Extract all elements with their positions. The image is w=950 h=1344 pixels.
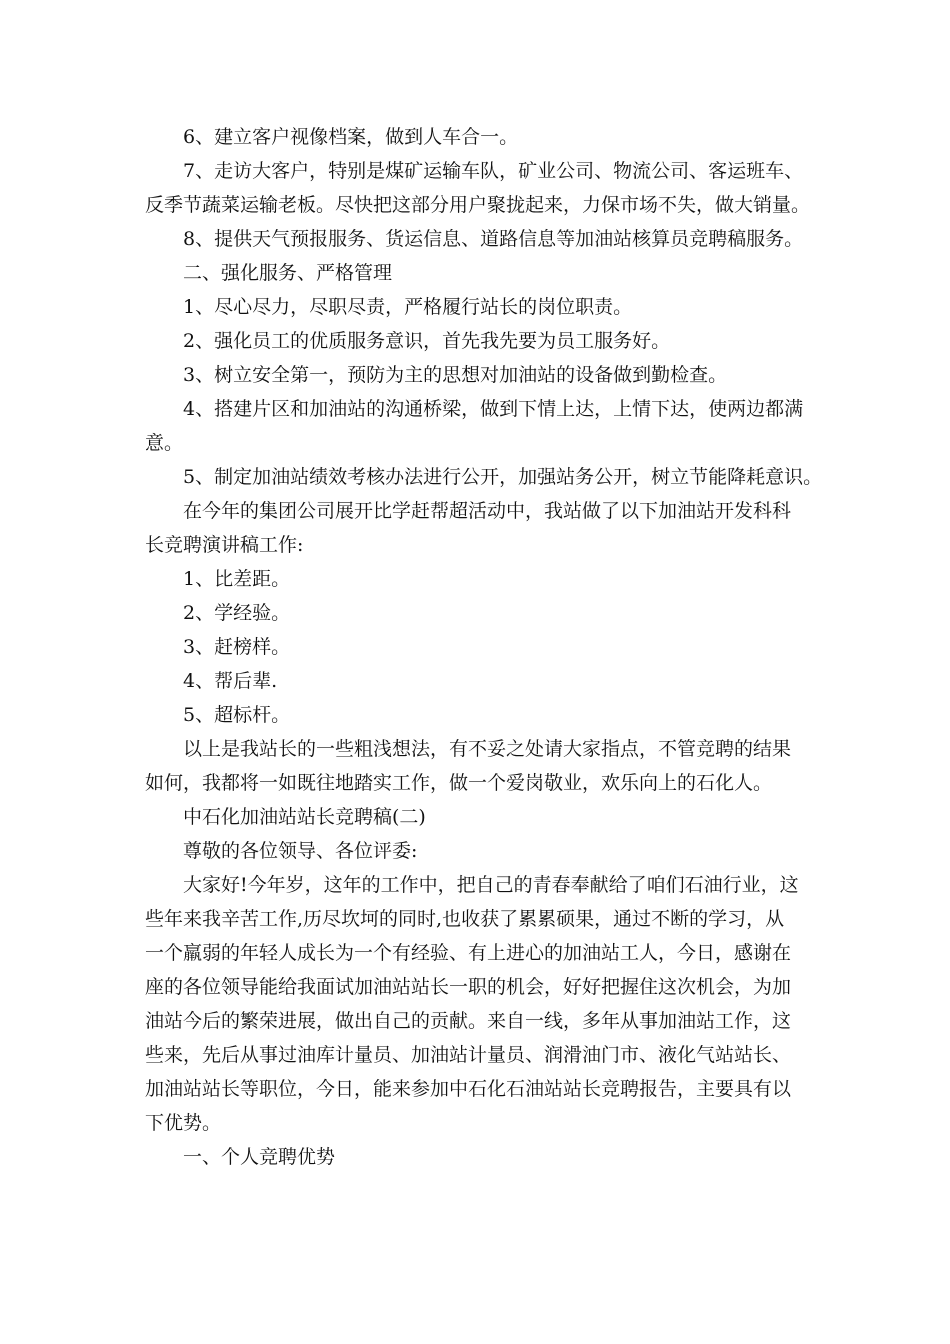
text-line: 些年来我辛苦工作,历尽坎坷的同时,也收获了累累硕果，通过不断的学习，从 [145, 908, 785, 930]
text-line: 座的各位领导能给我面试加油站站长一职的机会，好好把握住这次机会，为加 [145, 976, 792, 998]
text-line: 在今年的集团公司展开比学赶帮超活动中，我站做了以下加油站开发科科 [183, 500, 792, 522]
text-line: 加油站站长等职位，今日，能来参加中石化石油站站长竞聘报告，主要具有以 [145, 1078, 792, 1100]
list-item: 1、比差距。 [183, 568, 291, 590]
text-line: 油站今后的繁荣进展，做出自己的贡献。来自一线，多年从事加油站工作，这 [145, 1010, 792, 1032]
text-line: 3、树立安全第一，预防为主的思想对加油站的设备做到勤检查。 [183, 364, 728, 386]
salutation: 尊敬的各位领导、各位评委: [183, 840, 418, 862]
text-line: 4、搭建片区和加油站的沟通桥梁，做到下情上达，上情下达，使两边都满 [183, 398, 804, 420]
text-line: 2、强化员工的优质服务意识，首先我先要为员工服务好。 [183, 330, 671, 352]
text-line: 8、提供天气预报服务、货运信息、道路信息等加油站核算员竞聘稿服务。 [183, 228, 804, 250]
text-line: 反季节蔬菜运输老板。尽快把这部分用户聚拢起来，力保市场不失，做大销量。 [145, 194, 811, 216]
section-heading: 一、个人竞聘优势 [183, 1146, 336, 1168]
section-heading: 二、强化服务、严格管理 [183, 262, 393, 284]
text-line: 大家好!今年岁，这年的工作中，把自己的青春奉献给了咱们石油行业，这 [183, 874, 799, 896]
text-line: 一个羸弱的年轻人成长为一个有经验、有上进心的加油站工人，今日，感谢在 [145, 942, 792, 964]
text-line: 1、尽心尽力，尽职尽责，严格履行站长的岗位职责。 [183, 296, 633, 318]
text-line: 意。 [145, 432, 184, 454]
text-line: 6、建立客户视像档案，做到人车合一。 [183, 126, 519, 148]
text-line: 长竞聘演讲稿工作: [145, 534, 304, 556]
document-body [145, 120, 823, 1174]
list-item: 5、超标杆。 [183, 704, 291, 726]
text-line: 7、走访大客户，特别是煤矿运输车队，矿业公司、物流公司、客运班车、 [183, 160, 804, 182]
list-item: 2、学经验。 [183, 602, 291, 624]
section-title: 中石化加油站站长竞聘稿(二) [183, 806, 426, 828]
list-item: 4、帮后辈. [183, 670, 278, 692]
text-line: 下优势。 [145, 1112, 222, 1134]
text-line: 如何，我都将一如既往地踏实工作，做一个爱岗敬业，欢乐向上的石化人。 [145, 772, 773, 794]
list-item: 3、赶榜样。 [183, 636, 291, 658]
text-line: 些来，先后从事过油库计量员、加油站计量员、润滑油门市、液化气站站长、 [145, 1044, 792, 1066]
text-line: 5、制定加油站绩效考核办法进行公开，加强站务公开，树立节能降耗意识。 [183, 466, 823, 488]
text-line: 以上是我站长的一些粗浅想法，有不妥之处请大家指点，不管竞聘的结果 [183, 738, 792, 760]
